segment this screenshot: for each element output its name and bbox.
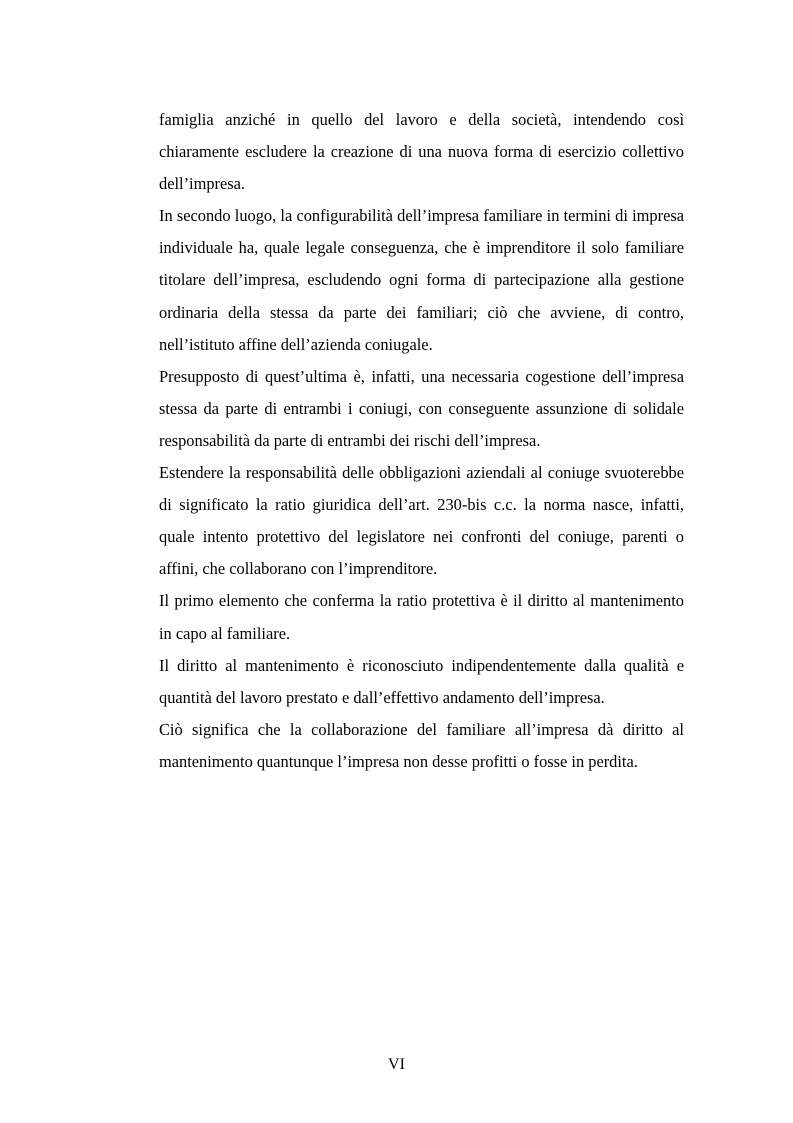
paragraph: famiglia anziché in quello del lavoro e della società, intendendo così chiaramente escludere la creazione di una nuova forma di esercizio collettivo dell’impresa. — [159, 110, 684, 194]
paragraph: Presupposto di quest’ultima è, infatti, una necessaria cogestione dell’impresa stessa da parte di entrambi i coniugi, con conseguente assunzione di solidale responsabilità da parte di entrambi dei rischi dell’impresa. — [159, 366, 684, 450]
page-number: VI — [388, 1056, 405, 1073]
paragraph: In secondo luogo, la configurabilità dell’impresa familiare in termini di impresa individuale ha, quale legale conseguenza, che è imprenditore il solo familiare titolare dell’impresa, escludendo ogni forma di partecipazione alla gestione ordinaria della stessa da parte dei familiari; ciò che avviene, di contro, nell’istituto affine dell’azienda coniugale. — [159, 206, 684, 354]
paragraph: Ciò significa che la collaborazione del familiare all’impresa dà diritto al mantenimento quantunque l’impresa non desse profitti o fosse in perdita. — [159, 719, 684, 771]
paragraph: Il primo elemento che conferma la ratio protettiva è il diritto al mantenimento in capo al familiare. — [159, 591, 684, 643]
paragraph: Il diritto al mantenimento è riconosciuto indipendentemente dalla qualità e quantità del lavoro prestato e dall’effettivo andamento dell’impresa. — [159, 655, 684, 707]
body-text — [159, 104, 684, 778]
paragraph: Estendere la responsabilità delle obbligazioni aziendali al coniuge svuoterebbe di significato la ratio giuridica dell’art. 230-bis c.c. la norma nasce, infatti, quale intento protettivo del legislatore nei confronti del coniuge, parenti o affini, che collaborano con l’imprenditore. — [159, 463, 684, 579]
